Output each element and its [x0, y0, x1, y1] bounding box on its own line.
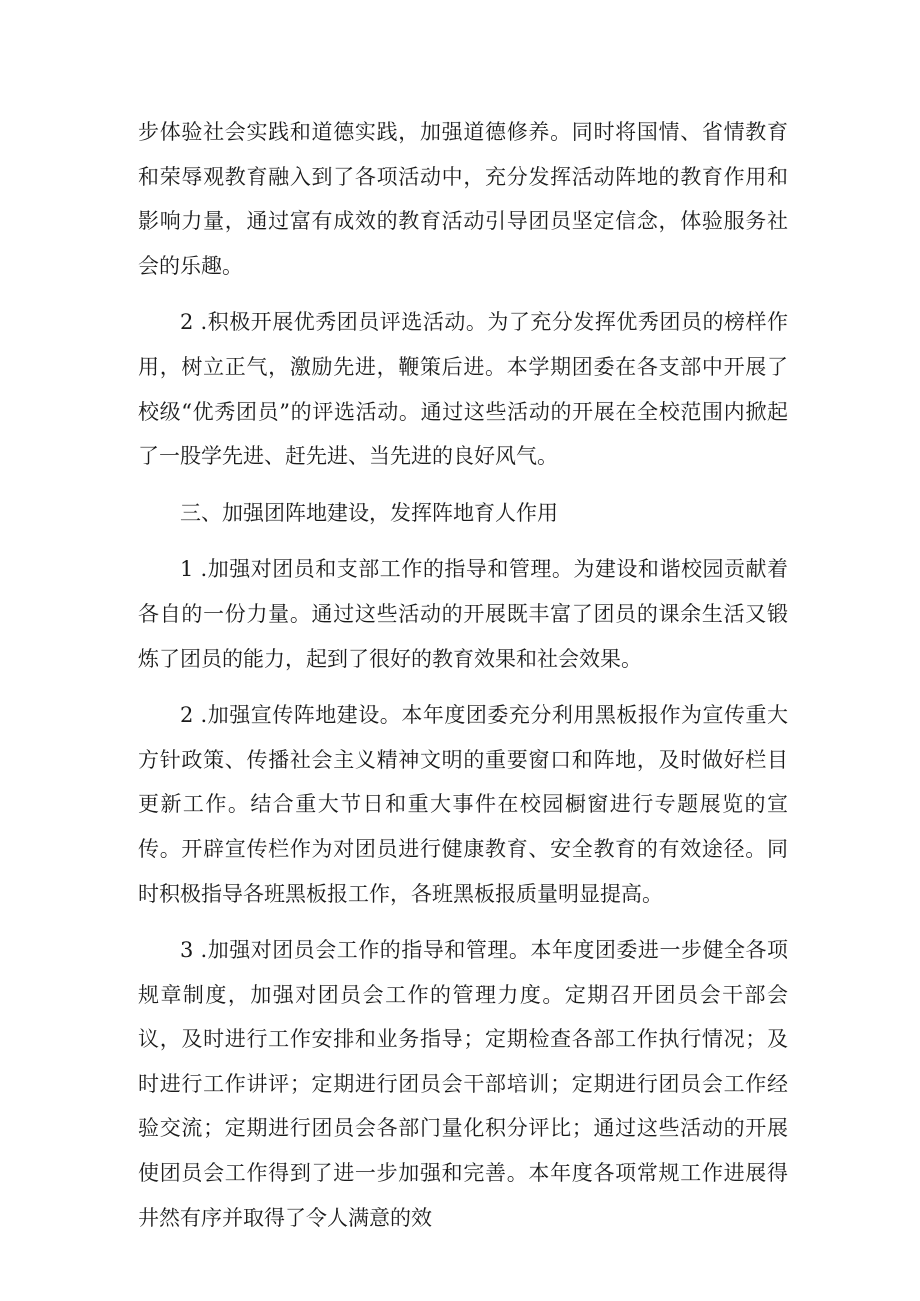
document-body [138, 110, 788, 1252]
paragraph-publicity-construction: 2 .加强宣传阵地建设。本年度团委充分利用黑板报作为宣传重大方针政策、传播社会主义精神文明的重要窗口和阵地，及时做好栏目更新工作。结合重大节日和重大事件在校园橱窗进行专题展览的宣传。开辟宣传栏作为对团员进行健康教育、安全教育的有效途径。同时积极指导各班黑板报工作，各班黑板报质量明显提高。 [138, 703, 788, 906]
paragraph-member-council: 3 .加强对团员会工作的指导和管理。本年度团委进一步健全各项规章制度，加强对团员会工作的管理力度。定期召开团员会干部会议，及时进行工作安排和业务指导；定期检查各部工作执行情况；及时进行工作讲评；定期进行团员会干部培训；定期进行团员会工作经验交流；定期进行团员会各部门量化积分评比；通过这些活动的开展使团员会工作得到了进一步加强和完善。本年度各项常规工作进展得井然有序并取得了令人满意的效 [138, 938, 788, 1230]
paragraph-guidance-management: 1 .加强对团员和支部工作的指导和管理。为建设和谐校园贡献着各自的一份力量。通过这些活动的开展既丰富了团员的课余生活又锻炼了团员的能力，起到了很好的教育效果和社会效果。 [138, 557, 788, 671]
paragraph-outstanding-members: 2 .积极开展优秀团员评选活动。为了充分发挥优秀团员的榜样作用，树立正气，激励先进，鞭策后进。本学期团委在各支部中开展了校级“优秀团员”的评选活动。通过这些活动的开展在全校范围内掀起了一股学先进、赶先进、当先进的良好风气。 [138, 310, 788, 469]
section-heading-three: 三、加强团阵地建设，发挥阵地育人作用 [180, 500, 558, 525]
paragraph-continuation: 步体验社会实践和道德实践，加强道德修养。同时将国情、省情教育和荣辱观教育融入到了各项活动中，充分发挥活动阵地的教育作用和影响力量，通过富有成效的教育活动引导团员坚定信念，体验服务社会的乐趣。 [138, 120, 788, 278]
